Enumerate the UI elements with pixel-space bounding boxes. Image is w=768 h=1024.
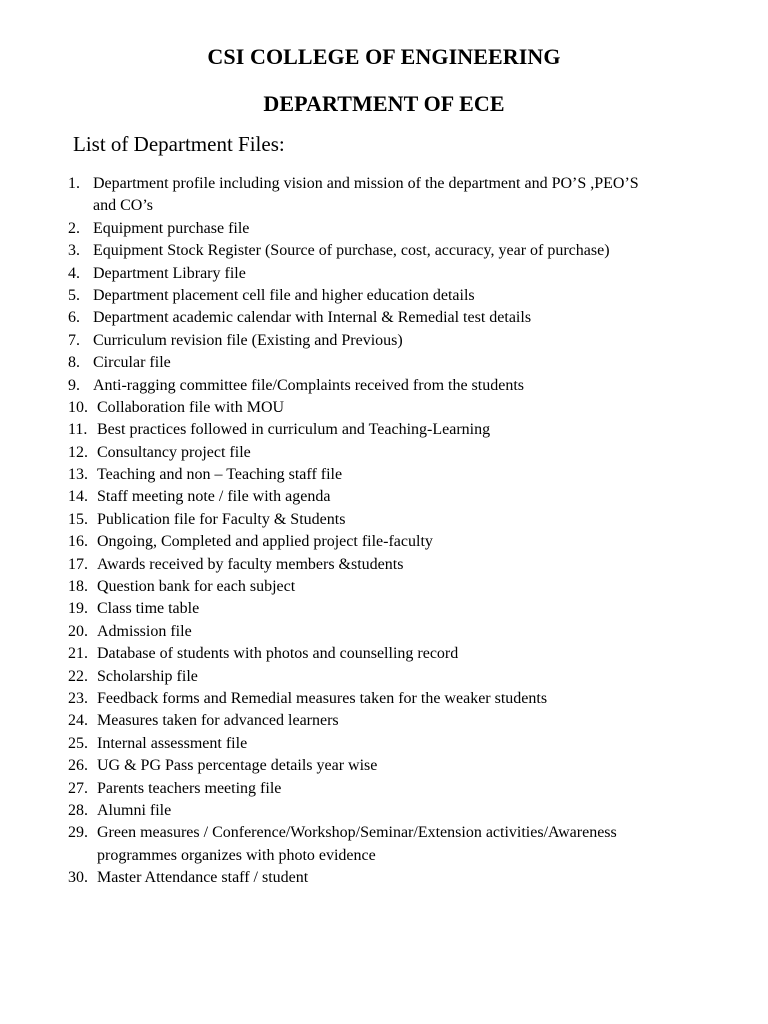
list-item-line: Consultancy project file (97, 443, 251, 461)
list-item (0, 307, 768, 329)
list-item-line: UG & PG Pass percentage details year wise (97, 757, 378, 775)
list-item (0, 666, 768, 688)
list-item (0, 173, 768, 218)
list-item-text (97, 710, 339, 732)
list-item (0, 867, 768, 889)
list-item (0, 531, 768, 553)
list-item-text (97, 800, 171, 822)
list-item-number: 27. (68, 779, 88, 797)
list-item-line: Department profile including vision and mission of the department and PO’S ,PEO’S (93, 175, 639, 192)
list-item-number: 6. (68, 309, 80, 327)
list-item (0, 218, 768, 240)
list-item-line: Internal assessment file (97, 734, 248, 752)
list-item-number: 15. (68, 510, 88, 528)
list-item-line: Circular file (93, 354, 171, 372)
list-item (0, 710, 768, 732)
list-item-number: 3. (68, 242, 80, 260)
list-item-text (97, 576, 295, 598)
list-item (0, 778, 768, 800)
list-item-number: 22. (68, 667, 88, 685)
list-item-line: Awards received by faculty members &students (97, 555, 404, 573)
department-file-list (0, 173, 768, 890)
list-item-line: Feedback forms and Remedial measures taken for the weaker students (97, 690, 548, 707)
list-item (0, 464, 768, 486)
list-item (0, 263, 768, 285)
list-item-text (97, 531, 433, 553)
list-item (0, 442, 768, 464)
list-item-text (97, 755, 377, 777)
list-item-text (93, 352, 171, 374)
list-item-text (97, 397, 284, 419)
list-item-text (93, 263, 246, 285)
list-item-number: 11. (68, 421, 88, 439)
list-item-line: Anti-ragging committee file/Complaints received from the students (93, 376, 524, 394)
list-item-line: Parents teachers meeting file (97, 779, 282, 797)
list-item-line: Equipment purchase file (93, 219, 250, 237)
list-item-text (97, 666, 198, 688)
list-item-text (93, 173, 639, 218)
list-item-number: 10. (68, 398, 88, 416)
list-item-line: Measures taken for advanced learners (97, 712, 339, 730)
list-item (0, 486, 768, 508)
list-item-line: Equipment Stock Register (Source of purchase, cost, accuracy, year of purchase) (93, 242, 610, 260)
list-item-text (97, 733, 247, 755)
list-item (0, 375, 768, 397)
list-item-line: Scholarship file (97, 667, 198, 685)
list-item-line: Department academic calendar with Internal & Remedial test details (93, 309, 532, 327)
list-item-text (97, 822, 617, 867)
list-item (0, 755, 768, 777)
list-item-text (97, 598, 199, 620)
list-item-number: 18. (68, 578, 88, 596)
list-item-line: Teaching and non – Teaching staff file (97, 466, 343, 484)
list-item-text (97, 442, 251, 464)
list-item-number: 29. (68, 824, 88, 842)
list-item-number: 28. (68, 801, 88, 819)
list-item-line: Staff meeting note / file with agenda (97, 488, 331, 506)
list-item-line: Class time table (97, 600, 200, 618)
list-item-text (93, 218, 249, 240)
list-item (0, 733, 768, 755)
list-item (0, 554, 768, 576)
list-item-number: 4. (68, 264, 80, 282)
list-item-continuation-line: programmes organizes with photo evidence (97, 846, 376, 864)
list-item-number: 13. (68, 466, 88, 484)
list-item-line: Department placement cell file and higher education details (93, 286, 475, 304)
list-item-line: Department Library file (93, 264, 246, 282)
list-item-number: 20. (68, 622, 88, 640)
list-item (0, 822, 768, 867)
list-item-line: Admission file (97, 622, 192, 640)
list-item-line: Master Attendance staff / student (97, 869, 309, 887)
list-item-text (97, 464, 342, 486)
list-item-text (93, 307, 531, 329)
list-item-text (97, 643, 458, 665)
list-item-text (97, 486, 330, 508)
list-item-text (93, 375, 524, 397)
list-item (0, 621, 768, 643)
college-title: CSI COLLEGE OF ENGINEERING (207, 44, 561, 69)
list-item-number: 23. (68, 690, 88, 707)
list-item-number: 24. (68, 712, 88, 730)
list-item-number: 14. (68, 488, 88, 506)
list-item-text (97, 778, 281, 800)
list-item-number: 30. (68, 869, 88, 887)
list-item-text (97, 554, 403, 576)
list-item (0, 240, 768, 262)
list-item-text (97, 867, 308, 889)
list-item (0, 598, 768, 620)
list-item (0, 800, 768, 822)
list-item-number: 5. (68, 286, 80, 304)
list-item-number: 21. (68, 645, 88, 663)
list-item-text (93, 330, 403, 352)
list-item-line: Database of students with photos and counselling record (97, 645, 459, 663)
list-item-text (93, 285, 475, 307)
list-item-line: Question bank for each subject (97, 578, 296, 596)
list-item-number: 1. (68, 175, 80, 192)
list-item (0, 688, 768, 710)
list-item (0, 397, 768, 419)
list-item-line: Best practices followed in curriculum and Teaching-Learning (97, 421, 491, 439)
list-item-number: 26. (68, 757, 88, 775)
list-item-line: Alumni file (97, 801, 172, 819)
list-item (0, 330, 768, 352)
list-item-number: 12. (68, 443, 88, 461)
list-item (0, 419, 768, 441)
list-item-number: 7. (68, 331, 80, 349)
list-item (0, 643, 768, 665)
department-title: DEPARTMENT OF ECE (263, 91, 505, 116)
list-item (0, 576, 768, 598)
list-item-line: Curriculum revision file (Existing and Previous) (93, 331, 403, 349)
list-heading: List of Department Files: (73, 132, 285, 156)
list-item-number: 9. (68, 376, 80, 394)
list-item-number: 19. (68, 600, 88, 618)
list-item-line: Ongoing, Completed and applied project file-faculty (97, 533, 433, 551)
list-item-line: Green measures / Conference/Workshop/Seminar/Extension activities/Awareness (97, 824, 617, 842)
list-item-text (97, 688, 547, 710)
list-item-number: 16. (68, 533, 88, 551)
list-item (0, 285, 768, 307)
list-item-number: 17. (68, 555, 88, 573)
list-item-line: Collaboration file with MOU (97, 398, 285, 416)
list-item-number: 2. (68, 219, 80, 237)
list-item-text (97, 621, 192, 643)
list-item-continuation-line: and CO’s (93, 197, 153, 215)
list-item-text (97, 419, 490, 441)
list-item-text (93, 240, 610, 262)
list-item-text (97, 509, 345, 531)
list-item-number: 8. (68, 354, 80, 372)
list-item (0, 509, 768, 531)
list-item (0, 352, 768, 374)
list-item-number: 25. (68, 734, 88, 752)
list-item-line: Publication file for Faculty & Students (97, 510, 346, 528)
